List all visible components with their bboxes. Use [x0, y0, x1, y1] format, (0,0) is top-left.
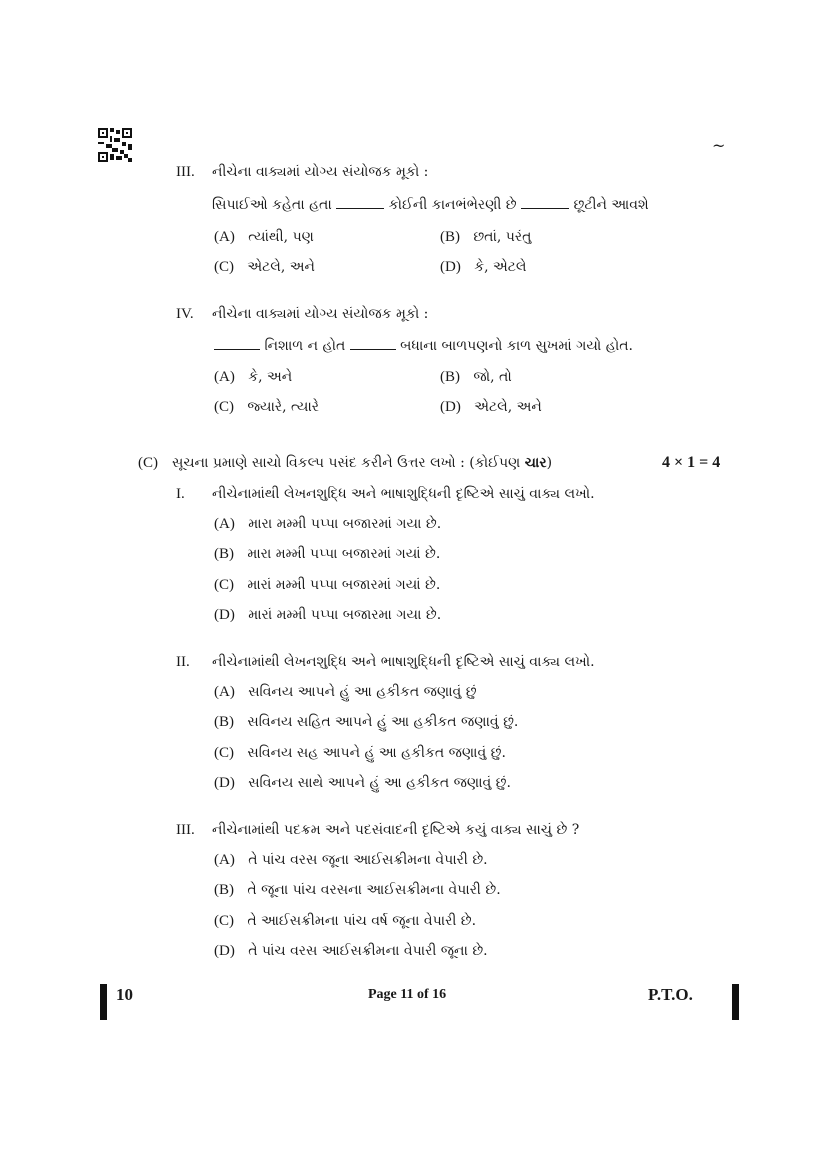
option-text: એટલે, અને	[247, 259, 315, 275]
option-text: એટલે, અને	[474, 399, 542, 415]
question-prompt: નીચેના વાક્યમાં યોગ્ય સંયોજક મૂકો :	[212, 164, 429, 180]
footer-left-bar	[100, 984, 107, 1020]
option-text: સવિનય સાથે આપને હું આ હકીકત જણાવું છું.	[248, 775, 511, 791]
sentence-part: છૂટીને આવશે	[573, 197, 649, 213]
option-letter: (B)	[440, 229, 460, 245]
option-text: કે, અને	[248, 369, 293, 385]
question-number: I.	[176, 486, 185, 502]
option-text: તે પાંચ વરસ આઈસક્રીમના વેપારી જૂના છે.	[248, 943, 488, 959]
question-number: III.	[176, 164, 195, 180]
option	[214, 368, 292, 386]
option-letter: (C)	[214, 399, 234, 415]
option-text: સવિનય સહ આપને હું આ હકીકત જણાવું છું.	[247, 745, 506, 761]
option-text: જ્યારે, ત્યારે	[247, 399, 320, 415]
option-letter: (B)	[214, 882, 234, 898]
paper-code: 10	[116, 985, 133, 1004]
option	[214, 398, 319, 416]
option	[214, 576, 440, 594]
option-letter: (D)	[214, 775, 235, 791]
page-number: Page 11 of 16	[368, 987, 447, 1002]
option-text: મારાં મમ્મી પપ્પા બજારમા ગયા છે.	[248, 607, 442, 623]
option	[214, 744, 506, 762]
option-text: સવિનય સહિત આપને હું આ હકીકત જણાવું છું.	[247, 714, 519, 730]
fill-sentence	[214, 337, 633, 355]
option	[214, 545, 440, 563]
option-text: સવિનય આપને હું આ હકીકત જણાવું છું	[248, 684, 477, 700]
blank	[521, 196, 569, 209]
section-instruction	[172, 454, 552, 472]
blank	[336, 196, 384, 209]
fill-sentence	[212, 196, 649, 214]
option-letter: (A)	[214, 369, 235, 385]
question-prompt: નીચેના વાક્યમાં યોગ્ય સંયોજક મૂકો :	[212, 306, 429, 322]
option-letter: (D)	[214, 607, 235, 623]
option	[440, 228, 531, 246]
option	[214, 683, 477, 701]
option	[214, 851, 488, 869]
option	[214, 774, 511, 792]
option	[214, 881, 501, 899]
option-text: મારા મમ્મી પપ્પા બજારમાં ગયા છે.	[248, 516, 442, 532]
option-letter: (D)	[440, 259, 461, 275]
option-text: તે પાંચ વરસ જૂના આઈસક્રીમના વેપારી છે.	[248, 852, 488, 868]
marks-allocation: 4 × 1 = 4	[662, 454, 721, 471]
page-mark: ~	[712, 136, 726, 155]
option-letter: (B)	[440, 369, 460, 385]
question-prompt: નીચેનામાંથી લેખનશુદ્ધિ અને ભાષાશુદ્ધિની દૃષ્ટિએ સાચું વાક્ય લખો.	[212, 654, 595, 670]
option-letter: (C)	[214, 913, 234, 929]
option-letter: (A)	[214, 684, 235, 700]
qr-code	[98, 128, 132, 162]
option-letter: (B)	[214, 714, 234, 730]
option-letter: (C)	[214, 745, 234, 761]
sentence-part: સિપાઈઓ કહેતા હતા	[212, 197, 332, 213]
option-letter: (C)	[214, 259, 234, 275]
option	[214, 258, 315, 276]
sentence-part: બધાના બાળપણનો કાળ સુખમાં ગયો હોત.	[400, 338, 633, 354]
option-letter: (A)	[214, 229, 235, 245]
instruction-count: ચાર	[524, 455, 547, 471]
question-prompt: નીચેનામાંથી પદક્રમ અને પદસંવાદની દૃષ્ટિએ કયું વાક્ય સાચું છે ?	[212, 822, 580, 838]
question-number: III.	[176, 822, 195, 838]
option-text: તે આઈસક્રીમના પાંચ વર્ષ જૂના વેપારી છે.	[247, 913, 477, 929]
pto-label: P.T.O.	[648, 985, 693, 1004]
instruction-end: )	[546, 455, 553, 471]
option-text: કે, એટલે	[474, 259, 527, 275]
option	[214, 713, 518, 731]
question-prompt: નીચેનામાંથી લેખનશુદ્ધિ અને ભાષાશુદ્ધિની દૃષ્ટિએ સાચું વાક્ય લખો.	[212, 486, 595, 502]
option-text: જો, તો	[473, 369, 512, 385]
option-letter: (D)	[214, 943, 235, 959]
option-text: મારાં મમ્મી પપ્પા બજારમાં ગયાં છે.	[247, 577, 441, 593]
option	[440, 368, 512, 386]
sentence-part: નિશાળ ન હોત	[264, 338, 346, 354]
blank	[350, 337, 396, 350]
option-letter: (A)	[214, 852, 235, 868]
option-text: ત્યાંથી, પણ	[248, 229, 314, 245]
option	[214, 606, 441, 624]
section-label: (C)	[138, 455, 158, 471]
question-number: II.	[176, 654, 190, 670]
option	[440, 258, 526, 276]
sentence-part: કોઈની કાનભંભેરણી છે	[388, 197, 517, 213]
option-text: મારા મમ્મી પપ્પા બજારમાં ગયાં છે.	[247, 546, 441, 562]
instruction-text: સૂચના પ્રમાણે સાચો વિકલ્પ પસંદ કરીને ઉત્તર લખો : (કોઈપણ	[172, 455, 521, 471]
option	[214, 912, 476, 930]
option-letter: (D)	[440, 399, 461, 415]
option-letter: (C)	[214, 577, 234, 593]
question-number: IV.	[176, 306, 194, 322]
option	[214, 942, 488, 960]
option	[214, 515, 441, 533]
option-letter: (A)	[214, 516, 235, 532]
option-text: છતાં, પરંતુ	[473, 229, 532, 245]
option-letter: (B)	[214, 546, 234, 562]
blank	[214, 337, 260, 350]
option	[440, 398, 542, 416]
option	[214, 228, 314, 246]
option-text: તે જૂના પાંચ વરસના આઈસક્રીમના વેપારી છે.	[247, 882, 501, 898]
footer-right-bar	[732, 984, 739, 1020]
